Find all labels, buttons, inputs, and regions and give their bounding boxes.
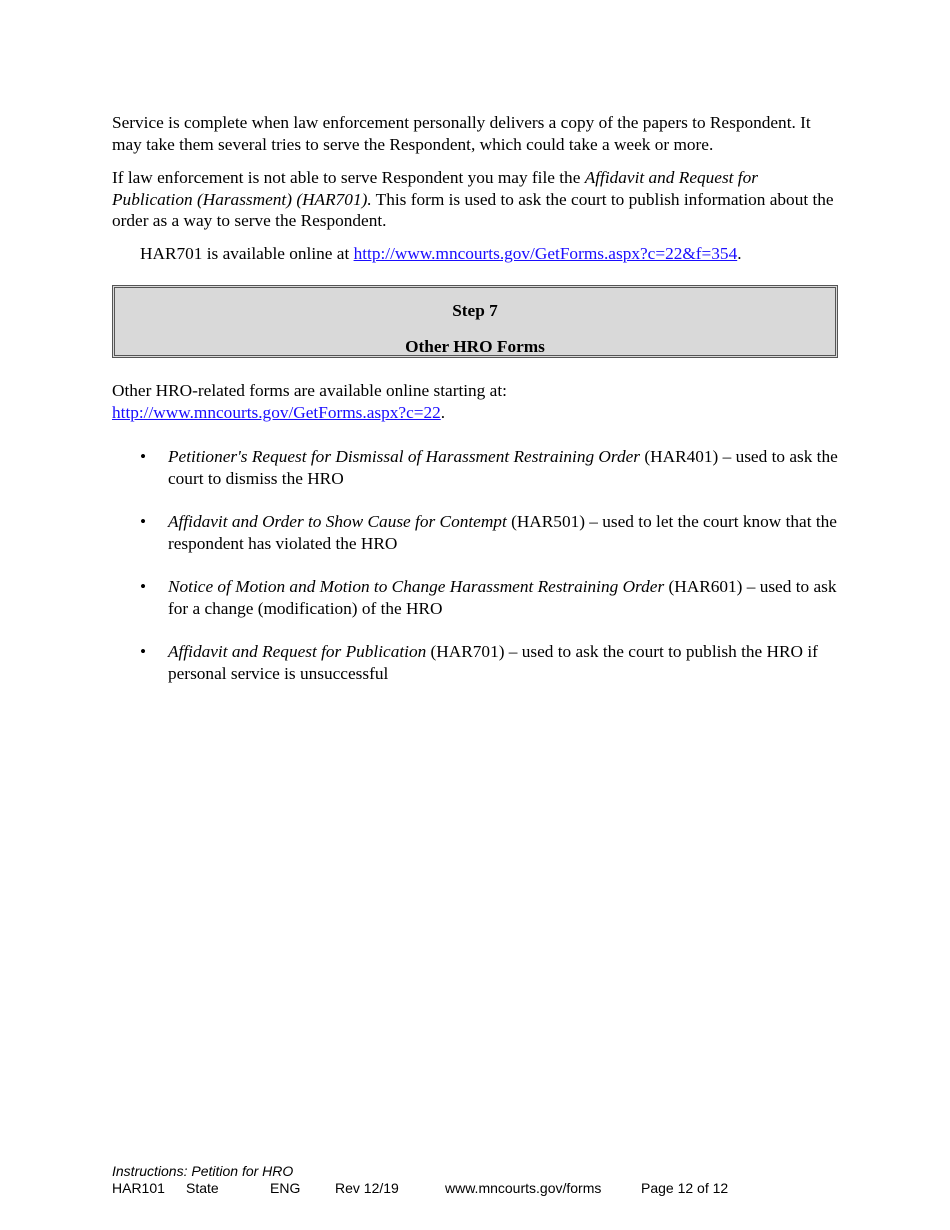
- form-description: (HAR601) – used to ask for a change (modification) of the HRO: [168, 577, 837, 618]
- publication-form-title: Affidavit and Request for Publication (Harassment) (HAR701).: [112, 168, 758, 209]
- bullet-icon: •: [140, 512, 147, 531]
- footer-website: www.mncourts.gov/forms: [445, 1180, 602, 1196]
- bullet-icon: •: [140, 447, 147, 466]
- other-forms-link[interactable]: http://www.mncourts.gov/GetForms.aspx?c=22: [112, 402, 441, 422]
- bullet-icon: •: [140, 642, 147, 661]
- footer-document-title: Instructions: Petition for HRO: [112, 1163, 294, 1179]
- step-number: Step 7: [452, 301, 498, 320]
- publication-text-lead: If law enforcement is not able to serve Respondent you may file the: [112, 168, 585, 187]
- form-title: Notice of Motion and Motion to Change Harassment Restraining Order: [168, 577, 665, 596]
- footer-jurisdiction: State: [186, 1180, 219, 1196]
- publication-paragraph: [112, 167, 838, 232]
- footer-info-row: [112, 1180, 812, 1197]
- service-paragraph: Service is complete when law enforcement personally delivers a copy of the papers to Respondent. It may take them several tries to serve the Respondent, which could take a week or more.: [112, 113, 811, 154]
- other-forms-intro: [112, 380, 838, 423]
- step-7-header-box: [112, 285, 838, 358]
- page-footer: [112, 1163, 812, 1197]
- har701-period: .: [737, 243, 742, 263]
- footer-language: ENG: [270, 1180, 301, 1196]
- footer-form-code: HAR101: [112, 1180, 165, 1196]
- har701-availability: [112, 243, 838, 265]
- list-item: [112, 641, 838, 684]
- hro-forms-list: [112, 446, 838, 684]
- footer-page-number: Page 12 of 12: [641, 1180, 729, 1196]
- form-description: (HAR701) – used to ask the court to publish the HRO if personal service is unsuccessful: [168, 642, 818, 683]
- form-title: Petitioner's Request for Dismissal of Harassment Restraining Order: [168, 447, 641, 466]
- step-title: Other HRO Forms: [405, 337, 545, 356]
- form-title: Affidavit and Order to Show Cause for Contempt: [168, 512, 507, 531]
- other-forms-intro-text: Other HRO-related forms are available online starting at:: [112, 381, 507, 400]
- list-item: [112, 446, 838, 489]
- list-item: [112, 576, 838, 619]
- har701-text: HAR701 is available online at: [140, 243, 354, 263]
- other-forms-link-period: .: [440, 402, 446, 422]
- form-description: (HAR501) – used to let the court know that the respondent has violated the HRO: [168, 512, 837, 553]
- form-description: (HAR401) – used to ask the court to dismiss the HRO: [168, 447, 838, 488]
- list-item: [112, 511, 838, 554]
- bullet-icon: •: [140, 577, 147, 596]
- har701-link[interactable]: http://www.mncourts.gov/GetForms.aspx?c=22&f=354: [353, 243, 738, 263]
- form-title: Affidavit and Request for Publication: [168, 642, 427, 661]
- publication-text-rest: This form is used to ask the court to publish information about the order as a way to serve the Respondent.: [112, 189, 834, 230]
- document-page: [112, 112, 838, 706]
- footer-revision: Rev 12/19: [335, 1180, 399, 1196]
